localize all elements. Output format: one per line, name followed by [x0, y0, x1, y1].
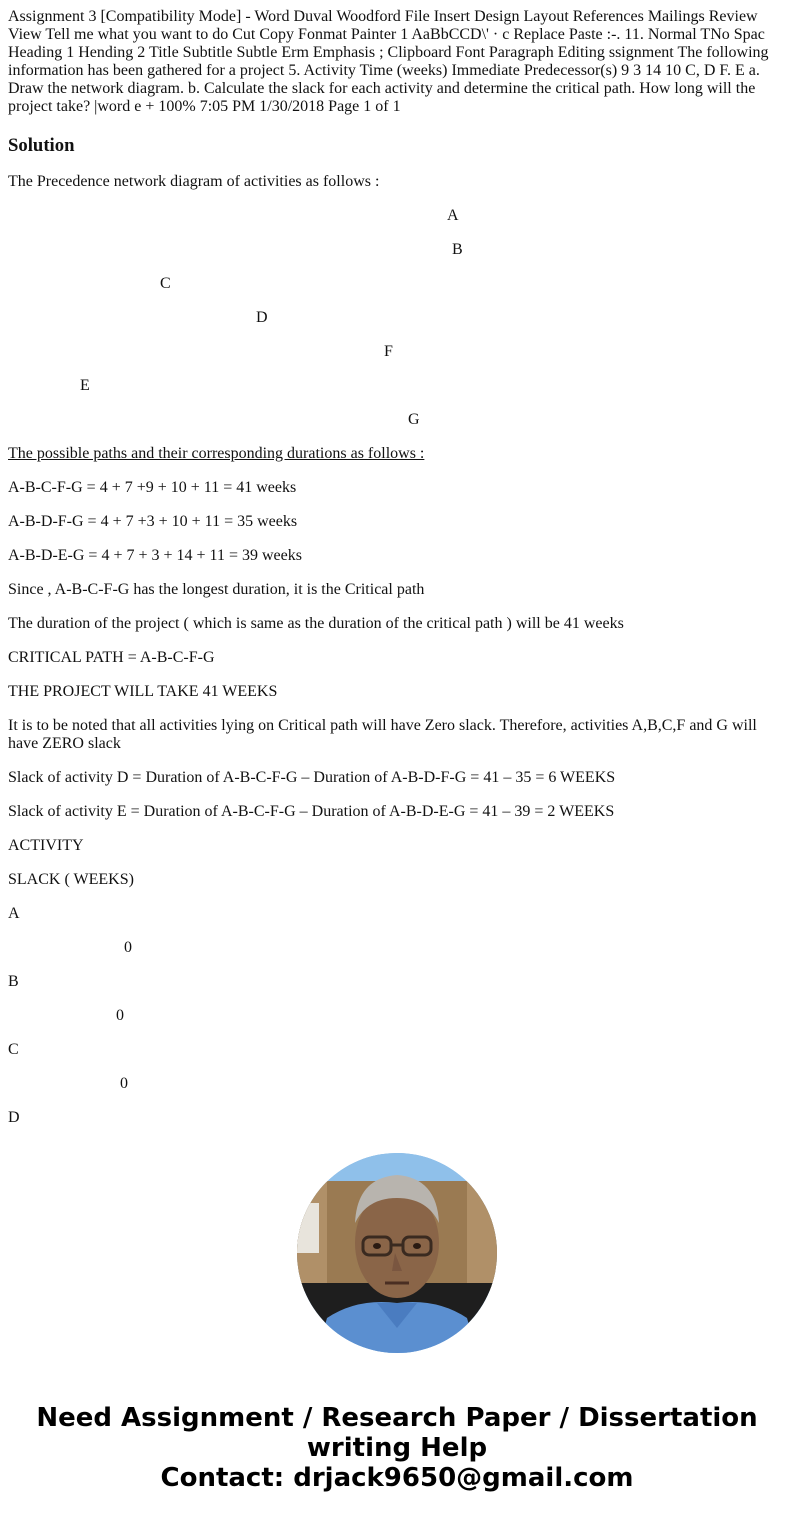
table-row-activity: C	[8, 1041, 19, 1058]
slack-d-calc: Slack of activity D = Duration of A-B-C-F-G – Duration of A-B-D-F-G = 41 – 35 = 6 WEEKS	[8, 769, 616, 786]
zero-slack-note: It is to be noted that all activities lying on Critical path will have Zero slack. Therefore, activities A,B,C,F and G will have ZERO slack	[8, 717, 757, 752]
diagram-node-a: A	[447, 207, 459, 224]
path-3: A-B-D-E-G = 4 + 7 + 3 + 14 + 11 = 39 weeks	[8, 547, 302, 564]
diagram-intro: The Precedence network diagram of activities as follows :	[8, 173, 380, 190]
path-1: A-B-C-F-G = 4 + 7 +9 + 10 + 11 = 41 weeks	[8, 479, 297, 496]
banner-contact-email[interactable]: Contact: drjack9650@gmail.com	[160, 1463, 634, 1493]
critical-path-statement: CRITICAL PATH = A-B-C-F-G	[8, 649, 215, 666]
critical-path-reason: Since , A-B-C-F-G has the longest duration, it is the Critical path	[8, 581, 425, 598]
diagram-node-c: C	[160, 275, 171, 292]
author-avatar	[297, 1153, 497, 1353]
question-text: Assignment 3 [Compatibility Mode] - Word Duval Woodford File Insert Design Layout References Mailings Review View Tell me what you want to do Cut Copy Fonmat Painter 1 AaBbCCD\' · c Replace Paste :-. 11. Normal TNo Spac Heading 1 Hending 2 Title Subtitle Subtle Erm Emphasis ; Clipboard Font Paragraph Editing ssignment The following information has been gathered for a project 5. Activity Time (weeks) Immediate Predecessor(s) 9 3 14 10 C, D F. E a. Draw the network diagram. b. Calculate the slack for each activity and determine the critical path. How long will the project take? |word e + 100% 7:05 PM 1/30/2018 Page 1 of 1	[8, 8, 769, 115]
network-diagram	[8, 207, 778, 429]
slack-e-calc: Slack of activity E = Duration of A-B-C-F-G – Duration of A-B-D-E-G = 41 – 39 = 2 WEEKS	[8, 803, 615, 820]
diagram-node-g: G	[408, 411, 420, 428]
document-content	[8, 0, 778, 1122]
table-row-activity: A	[8, 905, 20, 922]
slack-table	[8, 837, 778, 1122]
diagram-node-b: B	[452, 241, 463, 258]
project-duration: The duration of the project ( which is same as the duration of the critical path ) will be 41 weeks	[8, 615, 624, 632]
table-header-slack: SLACK ( WEEKS)	[8, 871, 134, 888]
table-row-slack: 0	[124, 939, 132, 956]
solution-heading: Solution	[8, 135, 75, 156]
banner-line-2: writing Help	[306, 1433, 488, 1463]
contact-banner	[0, 1403, 794, 1493]
table-row-slack: 0	[120, 1075, 128, 1092]
banner-line-1: Need Assignment / Research Paper / Dissertation	[36, 1403, 758, 1433]
diagram-node-f: F	[384, 343, 393, 360]
path-2: A-B-D-F-G = 4 + 7 +3 + 10 + 11 = 35 weeks	[8, 513, 298, 530]
diagram-node-e: E	[80, 377, 90, 394]
table-header-activity: ACTIVITY	[8, 837, 84, 854]
table-row-slack: 0	[116, 1007, 124, 1024]
diagram-node-d: D	[256, 309, 268, 326]
project-takes-statement: THE PROJECT WILL TAKE 41 WEEKS	[8, 683, 278, 700]
paths-heading: The possible paths and their corresponding durations as follows :	[8, 445, 425, 462]
table-row-activity: D	[8, 1109, 20, 1122]
table-row-activity: B	[8, 973, 19, 990]
author-photo-icon	[297, 1153, 497, 1353]
